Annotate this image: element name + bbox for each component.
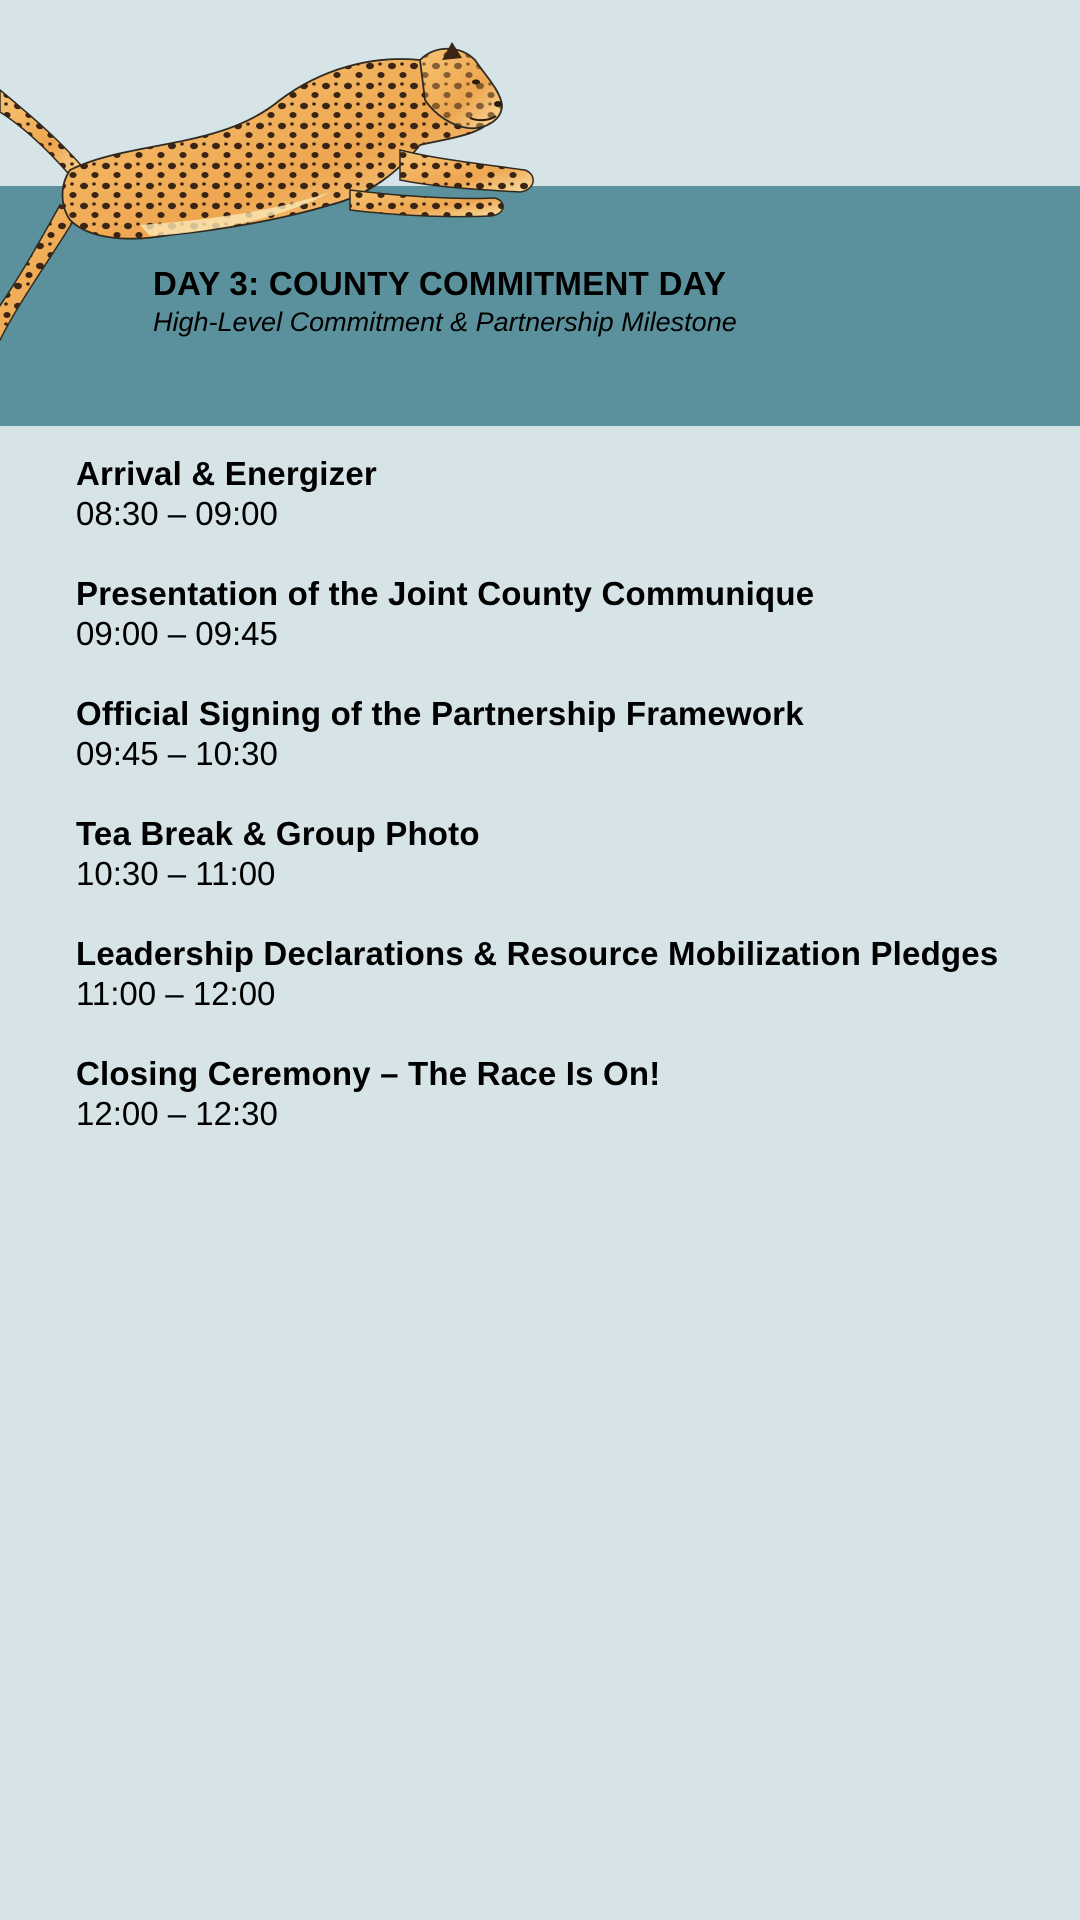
agenda-item-time: 09:00 – 09:45: [76, 615, 278, 652]
agenda-item: [76, 694, 1036, 774]
page-subtitle: High-Level Commitment & Partnership Milestone: [153, 307, 737, 337]
agenda-item: [76, 934, 1036, 1014]
agenda-item-time: 11:00 – 12:00: [76, 975, 276, 1012]
agenda-item-time: 09:45 – 10:30: [76, 735, 278, 772]
agenda-item-time: 08:30 – 09:00: [76, 495, 278, 532]
agenda-item: [76, 454, 1036, 534]
agenda-item-title: Leadership Declarations & Resource Mobilization Pledges: [76, 935, 999, 972]
agenda-item: [76, 574, 1036, 654]
agenda-item-time: 10:30 – 11:00: [76, 855, 276, 892]
agenda-item: [76, 814, 1036, 894]
agenda-item-title: Arrival & Energizer: [76, 455, 377, 492]
header-text: [153, 262, 1053, 338]
agenda-item: [76, 1054, 1036, 1134]
agenda-item-time: 12:00 – 12:30: [76, 1095, 278, 1132]
agenda-item-title: Presentation of the Joint County Communique: [76, 575, 815, 612]
agenda-item-title: Official Signing of the Partnership Framework: [76, 695, 804, 732]
agenda-list: [76, 454, 1036, 1174]
page-title: DAY 3: COUNTY COMMITMENT DAY: [153, 265, 727, 302]
agenda-item-title: Closing Ceremony – The Race Is On!: [76, 1055, 661, 1092]
agenda-item-title: Tea Break & Group Photo: [76, 815, 480, 852]
